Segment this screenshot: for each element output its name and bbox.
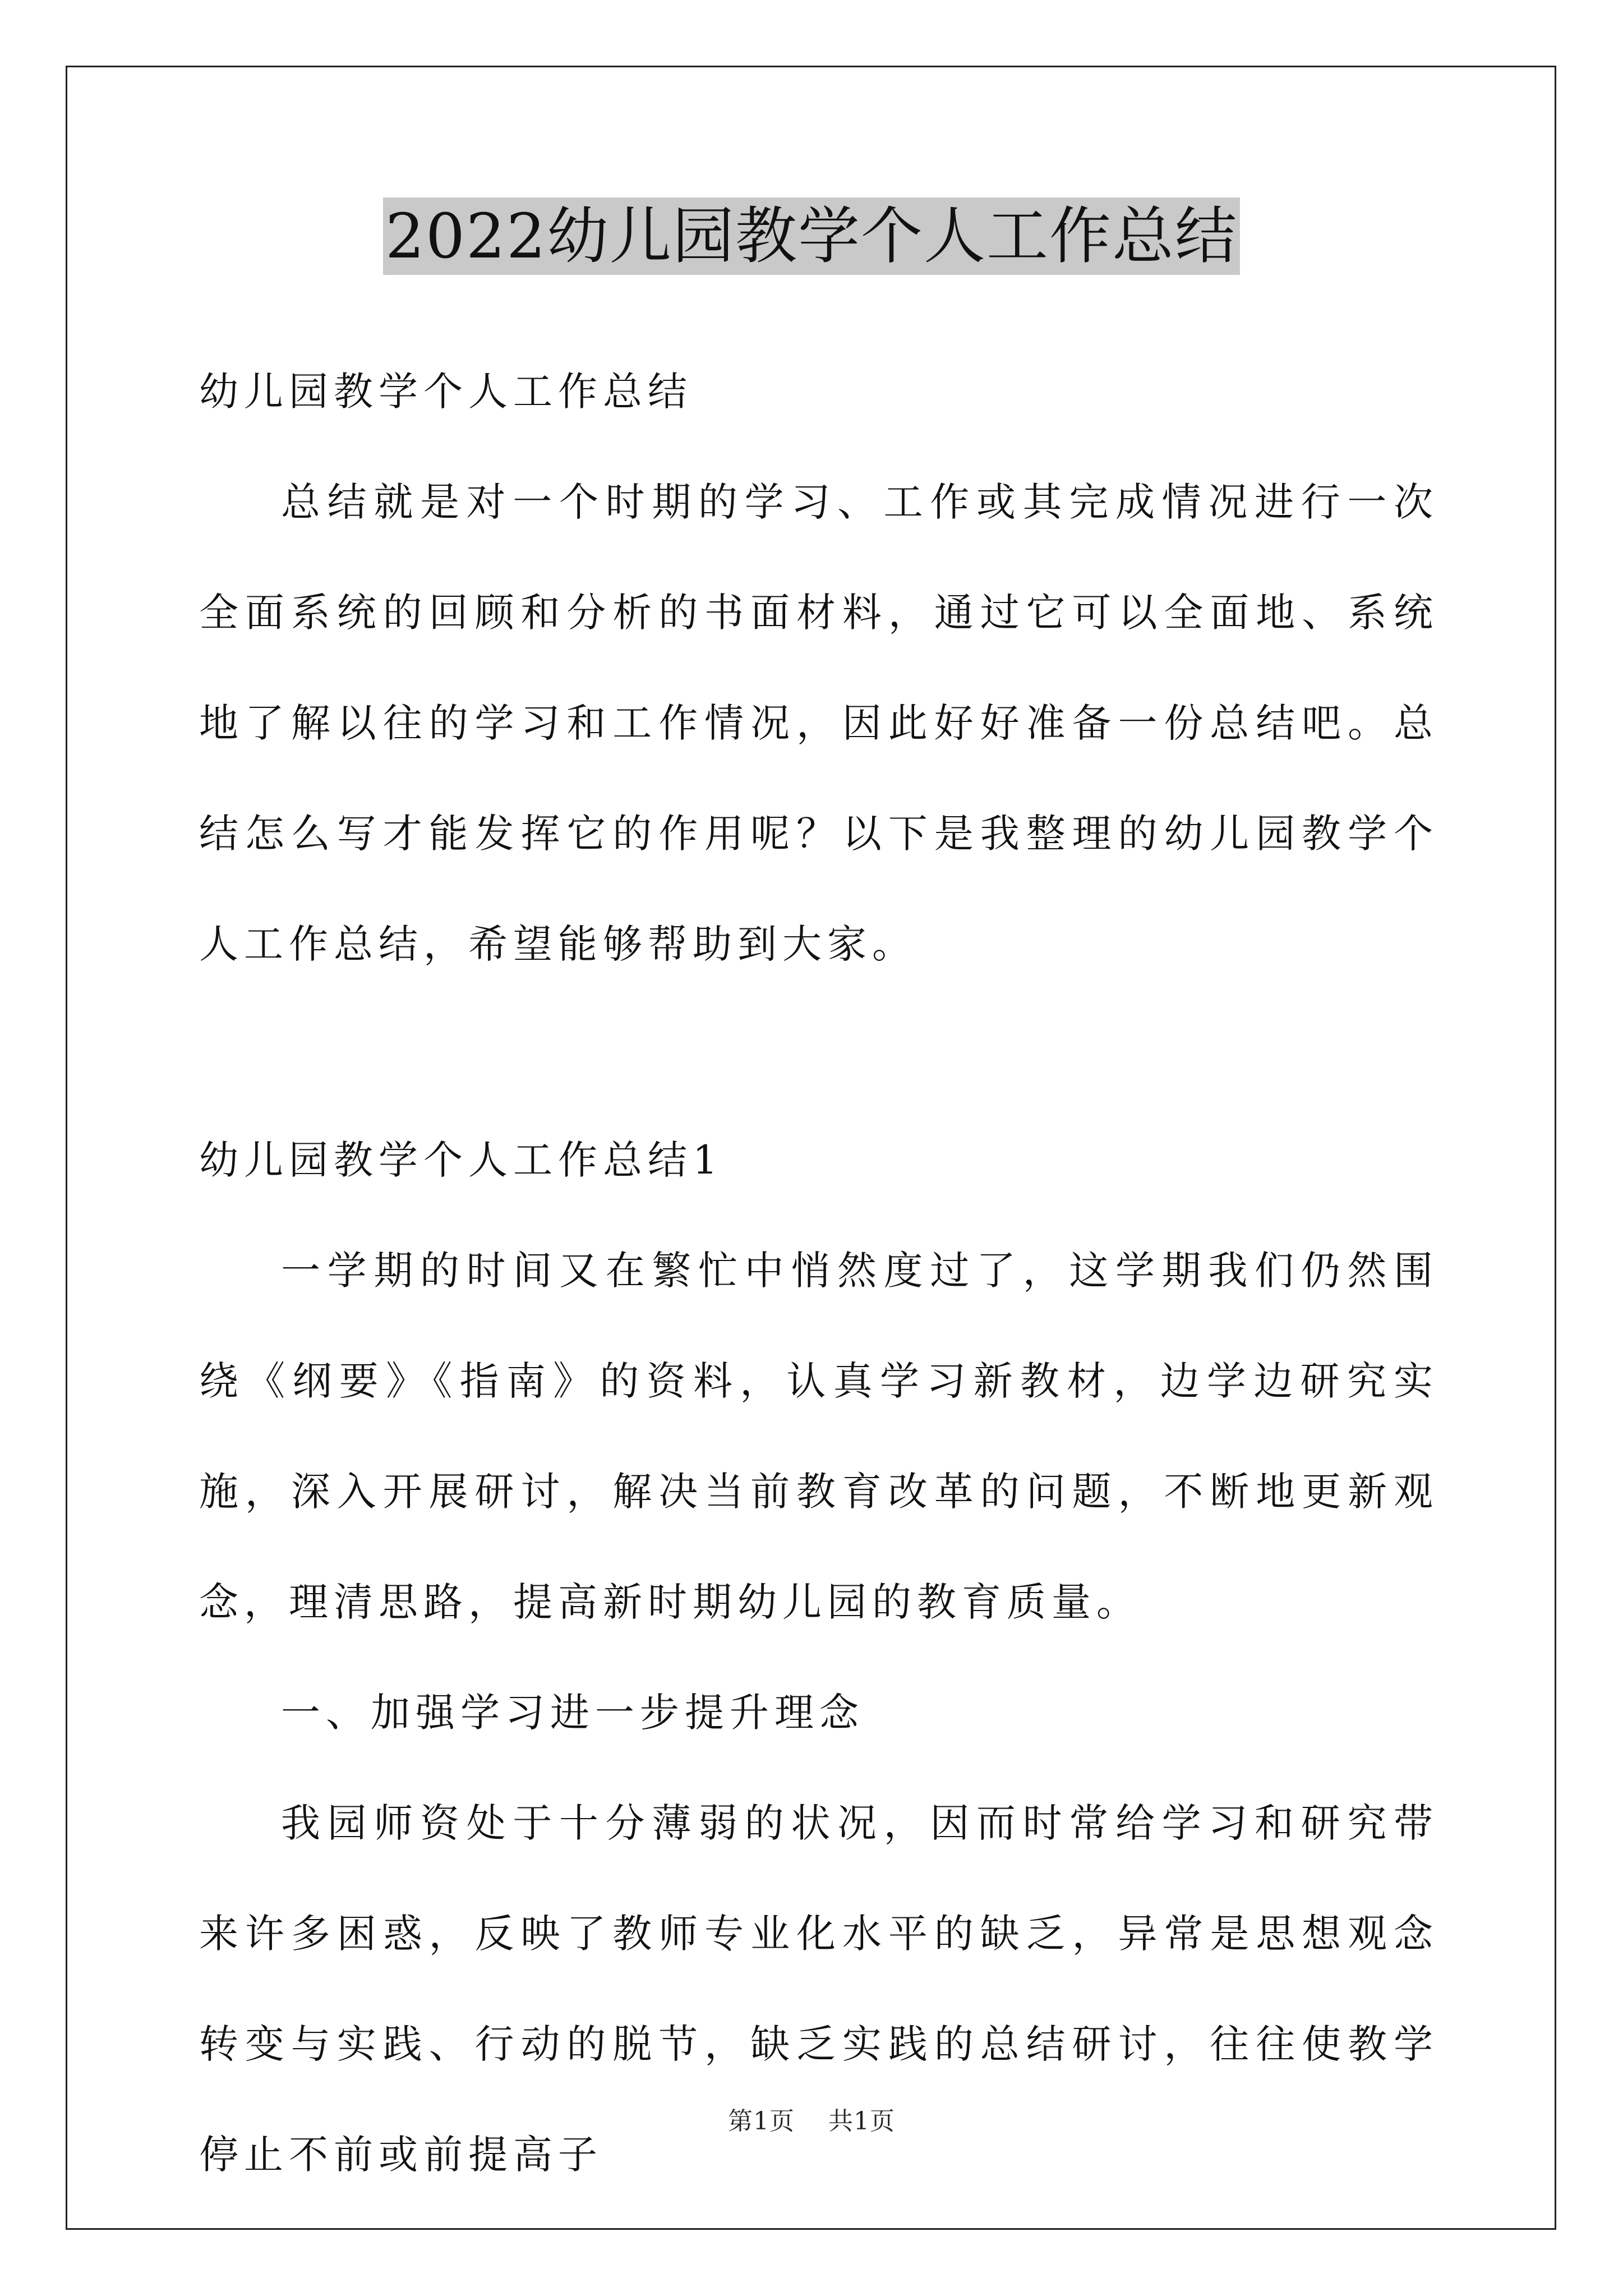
page-footer <box>0 2101 1623 2137</box>
body-paragraph-2: 我园师资处于十分薄弱的状况，因而时常给学习和研究带来许多困惑，反映了教师专业化水平的缺乏，异常是思想观念转变与实践、行动的脱节，缺乏实践的总结研讨，往往使教学停止不前或前提高子 <box>199 1800 1438 2178</box>
section-heading-intro: 幼儿园教学个人工作总结 <box>199 369 693 415</box>
page-number: 第1页 <box>728 2107 795 2136</box>
intro-paragraph: 总结就是对一个时期的学习、工作或其完成情况进行一次全面系统的回顾和分析的书面材料，通过它可以全面地、系统地了解以往的学习和工作情况，因此好好准备一份总结吧。总结怎么写才能发挥它的作用呢？以下是我整理的幼儿园教学个人工作总结，希望能够帮助到大家。 <box>199 479 1438 967</box>
page-total: 共1页 <box>828 2107 895 2136</box>
subheading-1: 一、加强学习进一步提升理念 <box>281 1690 864 1736</box>
body-paragraph-1: 一学期的时间又在繁忙中悄然度过了，这学期我们仍然围绕《纲要》《指南》的资料，认真学习新教材，边学边研究实施，深入开展研讨，解决当前教育改革的问题，不断地更新观念，理清思路，提高新时期幼儿园的教育质量。 <box>199 1248 1438 1625</box>
document-title <box>0 197 1623 275</box>
document-title-text: 2022幼儿园教学个人工作总结 <box>383 197 1240 275</box>
section-heading-1: 幼儿园教学个人工作总结1 <box>199 1137 723 1183</box>
